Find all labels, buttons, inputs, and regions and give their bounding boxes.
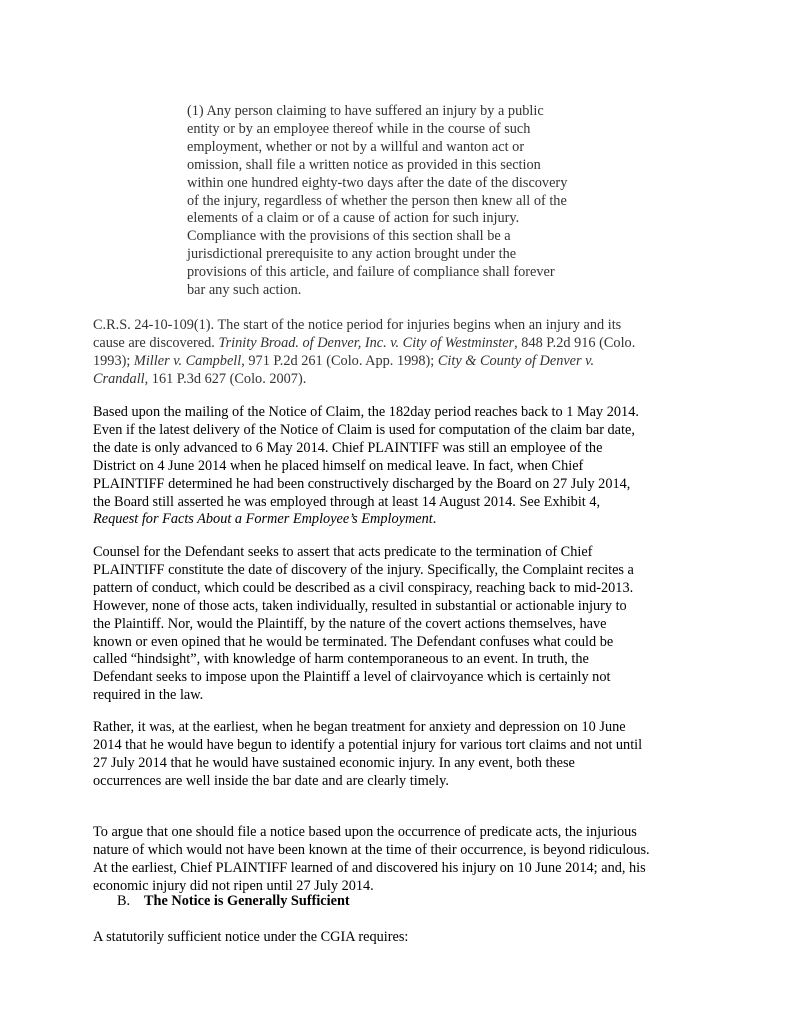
quote-line: employment, whether or not by a willful and wanton act or xyxy=(187,138,525,155)
paragraph-line: Counsel for the Defendant seeks to assert that acts predicate to the termination of Chief xyxy=(93,544,593,560)
citation-text: , 971 P.2d 261 (Colo. App. 1998); xyxy=(241,352,438,369)
paragraph-line xyxy=(93,511,703,529)
citation-text: cause are discovered. xyxy=(93,334,219,351)
citation-line xyxy=(93,353,703,371)
section-label: B. xyxy=(117,893,131,909)
paragraph-line: 27 July 2014 that he would have sustained economic injury. In any event, both these xyxy=(93,754,575,771)
citation-line xyxy=(93,371,703,389)
statute-block-quote xyxy=(187,103,607,300)
case-name: Trinity Broad. of Denver, Inc. v. City of Westminster xyxy=(218,334,515,351)
citation-text: 1993); xyxy=(93,352,134,369)
paragraph-line: A statutorily sufficient notice under the CGIA requires: xyxy=(93,929,409,945)
paragraph-line: the Plaintiff. Nor, would the Plaintiff, by the nature of the covert actions themselves, have xyxy=(93,615,607,632)
quote-line: elements of a claim or of a cause of action for such injury. xyxy=(187,210,520,227)
citation-line: C.R.S. 24-10-109(1). The start of the notice period for injuries begins when an injury and its xyxy=(93,317,622,333)
paragraph-text: . xyxy=(432,511,437,528)
paragraph-line: To argue that one should file a notice based upon the occurrence of predicate acts, the injurious xyxy=(93,824,637,840)
quote-line: Compliance with the provisions of this section shall be a xyxy=(187,228,511,245)
paragraph-line: the date is only advanced to 6 May 2014. Chief PLAINTIFF was still an employee of the xyxy=(93,439,603,456)
paragraph-line: District on 4 June 2014 when he placed himself on medical leave. In fact, when Chief xyxy=(93,457,584,474)
case-name: Miller v. Campbell xyxy=(133,352,242,369)
conclusion-paragraph xyxy=(93,824,703,896)
case-name: Crandall xyxy=(93,370,145,387)
citation-text: , 161 P.3d 627 (Colo. 2007). xyxy=(144,370,307,387)
citation-line xyxy=(93,335,703,353)
closing-paragraph xyxy=(93,929,703,947)
paragraph-line: known or even opined that he would be terminated. The Defendant confuses what could be xyxy=(93,633,614,650)
paragraph-line: PLAINTIFF determined he had been constructively discharged by the Board on 27 July 2014, xyxy=(93,475,631,492)
quote-line: bar any such action. xyxy=(187,282,302,299)
paragraph-line: pattern of conduct, which could be described as a civil conspiracy, reaching back to mid-2013. xyxy=(93,579,634,596)
paragraph-line: economic injury did not ripen until 27 July 2014. xyxy=(93,877,374,894)
quote-line: entity or by an employee thereof while in the course of such xyxy=(187,120,531,137)
paragraph-line: Defendant seeks to impose upon the Plaintiff a level of clairvoyance which is certainly not xyxy=(93,669,611,686)
paragraph-line: At the earliest, Chief PLAINTIFF learned of and discovered his injury on 10 June 2014; and, his xyxy=(93,859,646,876)
section-heading xyxy=(117,893,350,911)
treatment-date-paragraph xyxy=(93,719,703,791)
citation-text: , 848 P.2d 916 (Colo. xyxy=(514,334,636,351)
discovery-date-paragraph xyxy=(93,544,703,705)
paragraph-line: Rather, it was, at the earliest, when he began treatment for anxiety and depression on 10 June xyxy=(93,719,626,735)
paragraph-line: 2014 that he would have begun to identify a potential injury for various tort claims and not until xyxy=(93,736,643,753)
quote-line: omission, shall file a written notice as provided in this section xyxy=(187,156,541,173)
claim-period-paragraph xyxy=(93,404,703,529)
paragraph-line: called “hindsight”, with knowledge of harm contemporaneous to an event. In truth, the xyxy=(93,651,589,668)
paragraph-line: Even if the latest delivery of the Notice of Claim is used for computation of the claim bar date, xyxy=(93,421,635,438)
quote-line: provisions of this article, and failure of compliance shall forever xyxy=(187,264,555,281)
case-name: City & County of Denver v. xyxy=(437,352,595,369)
quote-line: of the injury, regardless of whether the person then knew all of the xyxy=(187,192,567,209)
quote-line: jurisdictional prerequisite to any action brought under the xyxy=(187,246,517,263)
paragraph-line: occurrences are well inside the bar date and are clearly timely. xyxy=(93,772,449,789)
paragraph-line: However, none of those acts, taken individually, resulted in substantial or actionable injury to xyxy=(93,597,627,614)
paragraph-line: required in the law. xyxy=(93,687,204,704)
quote-line: (1) Any person claiming to have suffered an injury by a public xyxy=(187,103,544,119)
quote-line: within one hundred eighty-two days after the date of the discovery xyxy=(187,174,568,191)
paragraph-line: the Board still asserted he was employed through at least 14 August 2014. See Exhibit 4, xyxy=(93,493,601,510)
exhibit-title: Request for Facts About a Former Employee’s Employment xyxy=(93,511,433,528)
paragraph-line: Based upon the mailing of the Notice of Claim, the 182day period reaches back to 1 May 2014. xyxy=(93,404,639,420)
paragraph-line: nature of which would not have been known at the time of their occurrence, is beyond ridiculous. xyxy=(93,841,650,858)
paragraph-line: PLAINTIFF constitute the date of discovery of the injury. Specifically, the Complaint recites a xyxy=(93,561,634,578)
section-title: The Notice is Generally Sufficient xyxy=(144,893,350,909)
citation-paragraph xyxy=(93,317,703,389)
